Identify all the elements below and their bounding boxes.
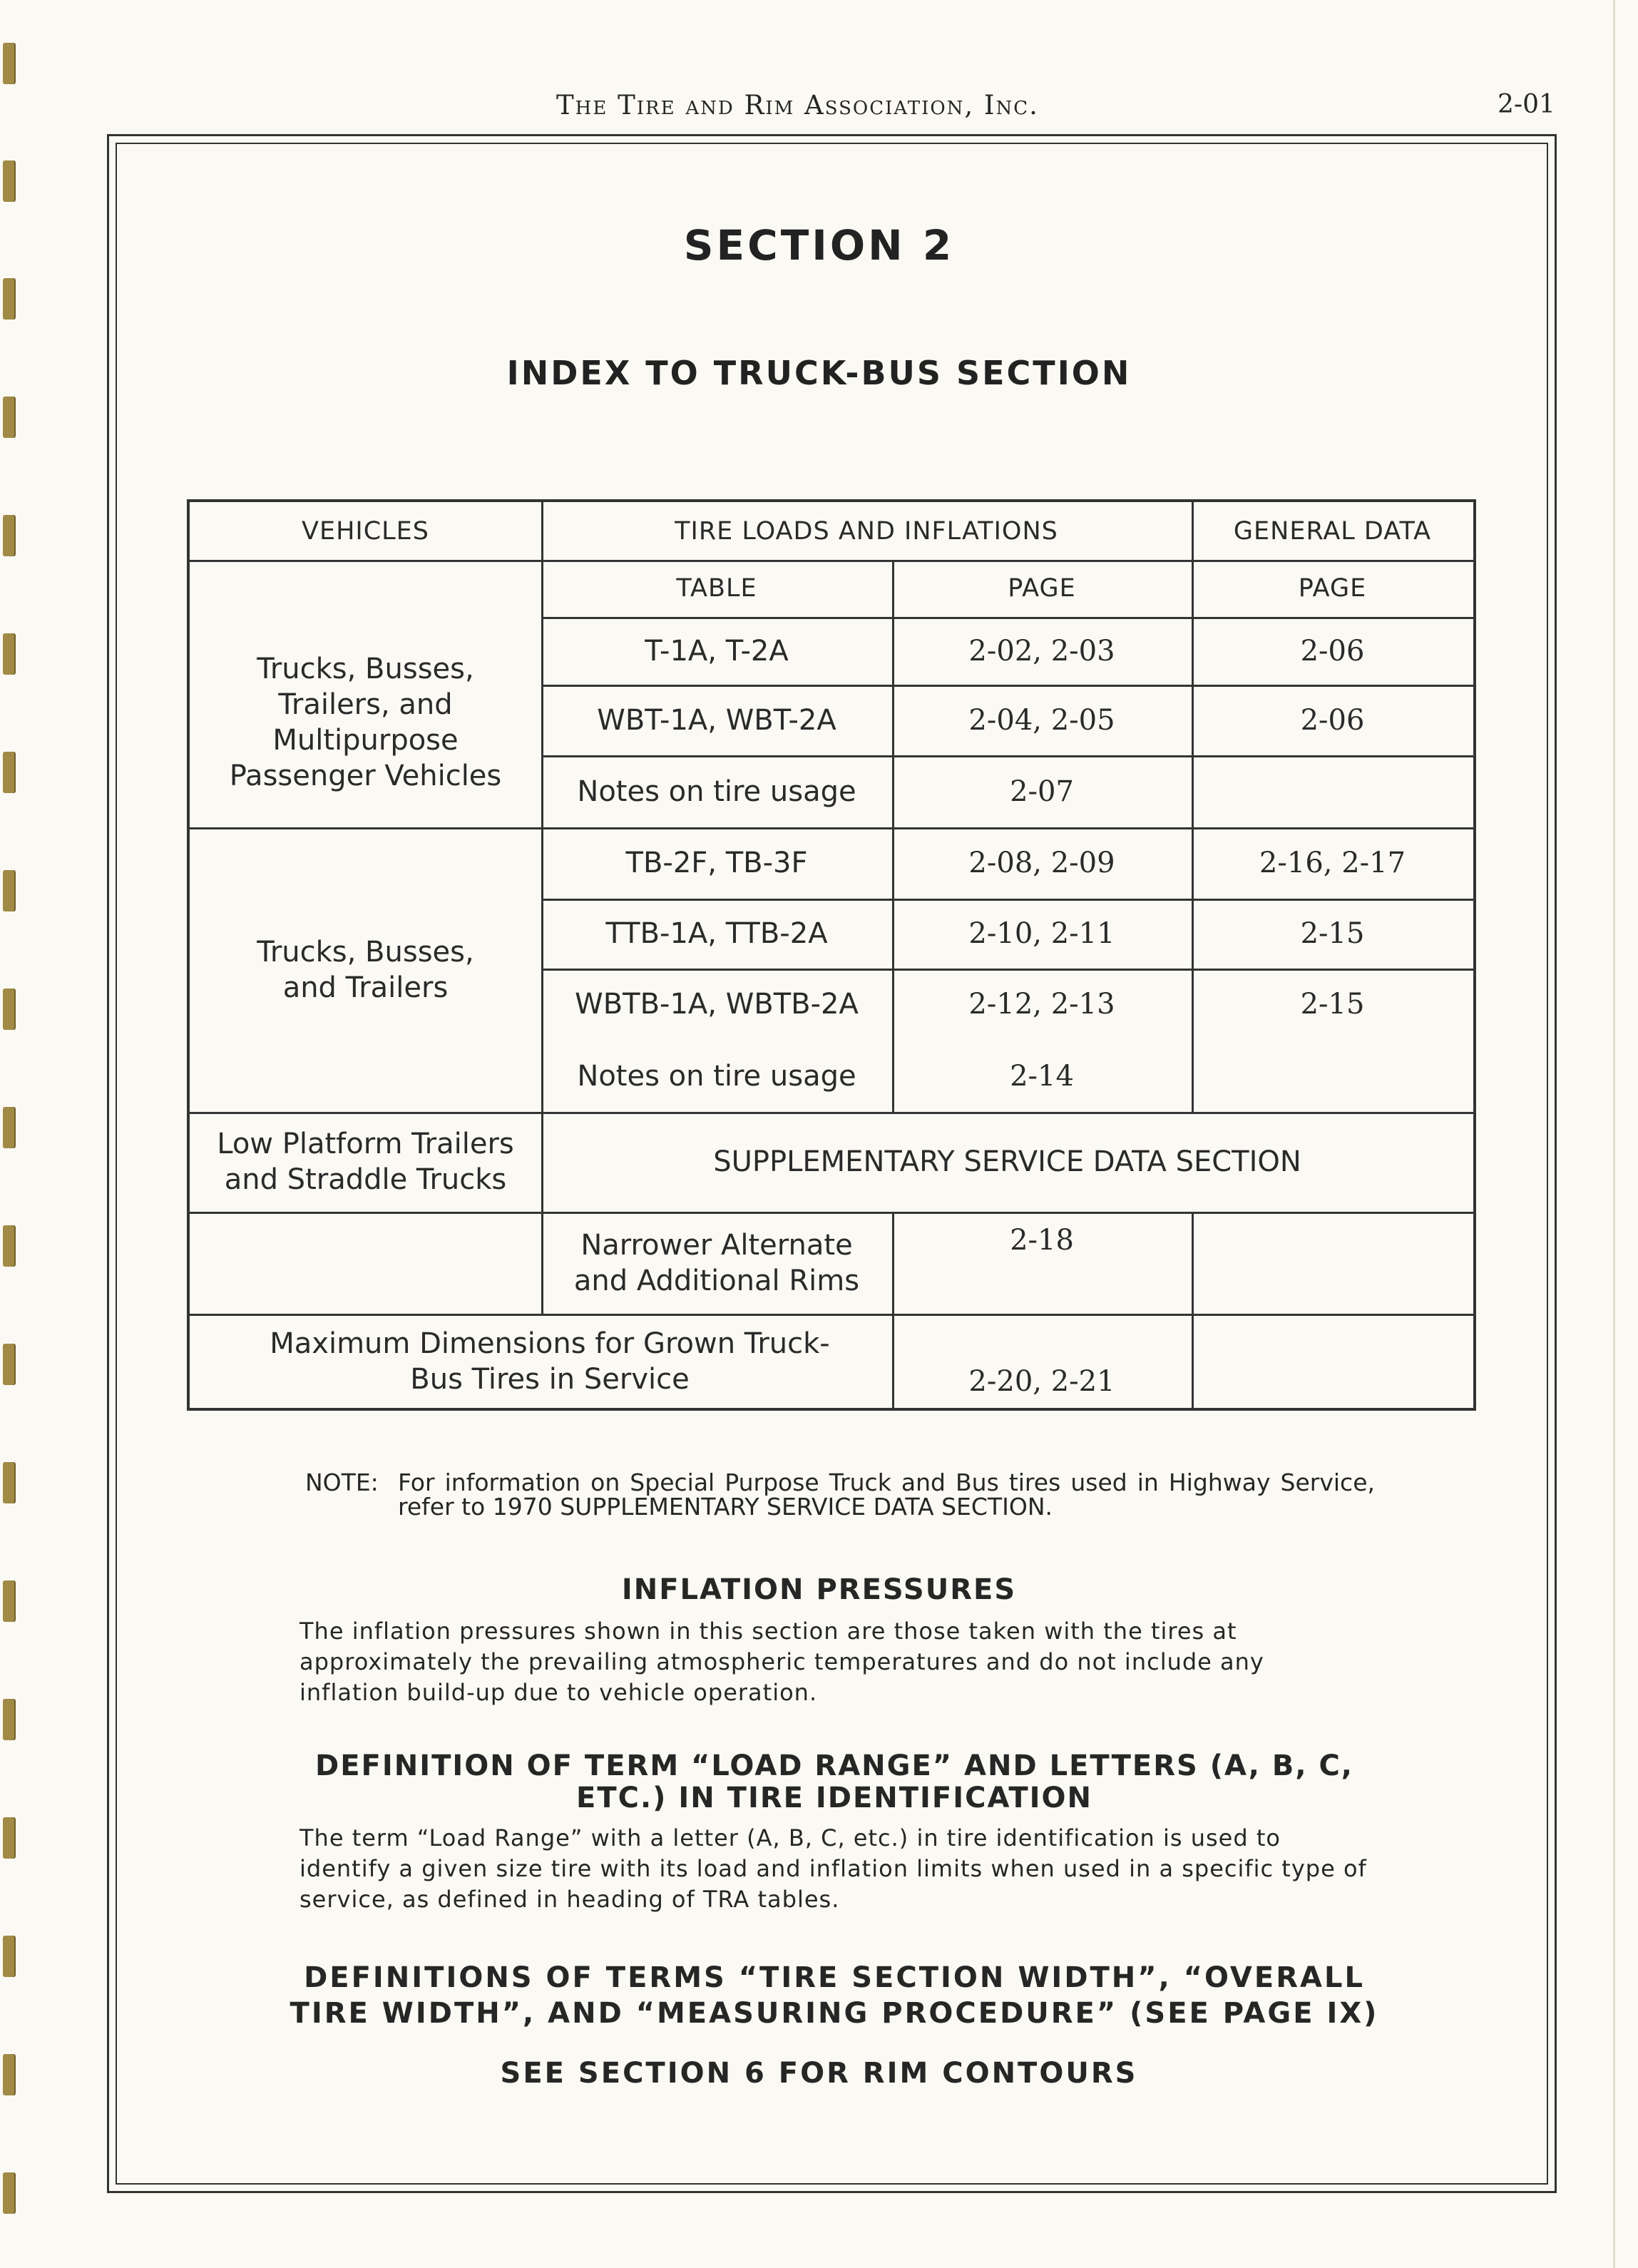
binding-ring xyxy=(3,1107,14,1148)
general-page-cell xyxy=(1192,1040,1473,1112)
rim-contours-heading: SEE SECTION 6 FOR RIM CONTOURS xyxy=(500,2057,1138,2090)
page-number: 2-01 xyxy=(1498,90,1555,119)
supplementary-span: SUPPLEMENTARY SERVICE DATA SECTION xyxy=(713,1145,1301,1178)
publisher-title: The Tire and Rim Association, Inc. xyxy=(556,90,1039,121)
note-text: For information on Special Purpose Truck and Bus tires used in Highway Service, refer to 1970 SUPPLEMENTARY SERVICE DATA SECTION. xyxy=(398,1468,1375,1521)
header-general-data: GENERAL DATA xyxy=(1233,516,1432,546)
binding-ring xyxy=(3,160,14,202)
general-page-cell xyxy=(1192,755,1473,827)
page-cell: 2-10, 2-11 xyxy=(968,917,1115,950)
page-cell: 2-08, 2-09 xyxy=(968,847,1115,879)
binding-ring xyxy=(3,752,14,793)
binding-ring xyxy=(3,870,14,911)
binding-ring xyxy=(3,989,14,1030)
index-table xyxy=(187,499,1476,1411)
header-vehicles: VEHICLES xyxy=(302,516,429,546)
general-page-cell: 2-06 xyxy=(1300,703,1365,737)
vehicles-low-platform: Low Platform Trailers and Straddle Trucks xyxy=(217,1128,514,1196)
definitions-heading: DEFINITIONS OF TERMS “TIRE SECTION WIDTH”, “OVERALL TIRE WIDTH”, AND “MEASURING PROCEDURE” (SEE PAGE IX) xyxy=(290,1961,1379,2030)
table-cell: Notes on tire usage xyxy=(577,775,856,808)
header-page: PAGE xyxy=(1008,574,1076,603)
general-page-cell: 2-16, 2-17 xyxy=(1259,847,1406,879)
table-rule xyxy=(1192,1212,1194,1408)
binding-ring xyxy=(3,2172,14,2214)
binding-ring xyxy=(3,1225,14,1267)
note-label: NOTE: xyxy=(305,1468,379,1496)
header-tire-loads: TIRE LOADS AND INFLATIONS xyxy=(675,516,1058,546)
binding-ring xyxy=(3,515,14,556)
vehicles-group-1: Trucks, Busses, Trailers, and Multipurpose Passenger Vehicles xyxy=(229,652,502,792)
spiral-binding xyxy=(0,0,21,2268)
general-page-cell: 2-15 xyxy=(1300,917,1365,950)
binding-ring xyxy=(3,1936,14,1977)
running-header xyxy=(0,90,1638,133)
page-cell: 2-04, 2-05 xyxy=(968,703,1115,737)
load-range-heading: DEFINITION OF TERM “LOAD RANGE” AND LETTERS (A, B, C, ETC.) IN TIRE IDENTIFICATION xyxy=(314,1749,1354,1814)
header-table: TABLE xyxy=(676,574,757,603)
binding-ring xyxy=(3,397,14,438)
load-range-text: The term “Load Range” with a letter (A, B, C, etc.) in tire identification is used to identify a given size tire with its load and inflation limits when used in a specific type of service, as defined in heading of TRA tables. xyxy=(300,1824,1367,1913)
binding-ring xyxy=(3,43,14,84)
table-cell: WBTB-1A, WBTB-2A xyxy=(575,988,859,1021)
inflation-heading: INFLATION PRESSURES xyxy=(621,1573,1017,1606)
page-cell: 2-14 xyxy=(1010,1059,1074,1093)
header-general-page: PAGE xyxy=(1298,574,1367,603)
grown-tires-cell: Maximum Dimensions for Grown Truck-Bus Tires in Service xyxy=(270,1327,830,1396)
table-cell: WBT-1A, WBT-2A xyxy=(597,703,836,737)
table-cell: T-1A, T-2A xyxy=(645,634,789,668)
section-title: SECTION 2 xyxy=(683,221,955,270)
page-cell: 2-18 xyxy=(1010,1224,1074,1257)
binding-ring xyxy=(3,1462,14,1503)
general-page-cell: 2-06 xyxy=(1300,634,1365,668)
inflation-text: The inflation pressures shown in this section are those taken with the tires at approximately the prevailing atmospheric temperatures and do not include any inflation build-up due to vehicle operation. xyxy=(300,1618,1264,1706)
page-cell: 2-07 xyxy=(1010,775,1074,808)
page-cell: 2-02, 2-03 xyxy=(968,634,1115,668)
binding-ring xyxy=(3,1344,14,1385)
binding-ring xyxy=(3,1699,14,1740)
table-cell: TTB-1A, TTB-2A xyxy=(605,917,828,950)
page-cell: 2-20, 2-21 xyxy=(968,1364,1115,1398)
table-cell: TB-2F, TB-3F xyxy=(625,847,808,879)
binding-ring xyxy=(3,278,14,320)
page-cell: 2-12, 2-13 xyxy=(968,988,1115,1021)
binding-ring xyxy=(3,1817,14,1859)
general-page-cell: 2-15 xyxy=(1300,988,1365,1021)
vehicles-group-2: Trucks, Busses, and Trailers xyxy=(257,935,474,1004)
table-cell: Notes on tire usage xyxy=(577,1059,856,1093)
page-edge xyxy=(1613,0,1615,2268)
narrower-rims-cell: Narrower Alternate and Additional Rims xyxy=(573,1228,860,1297)
index-title: INDEX TO TRUCK-BUS SECTION xyxy=(506,354,1132,392)
binding-ring xyxy=(3,633,14,675)
